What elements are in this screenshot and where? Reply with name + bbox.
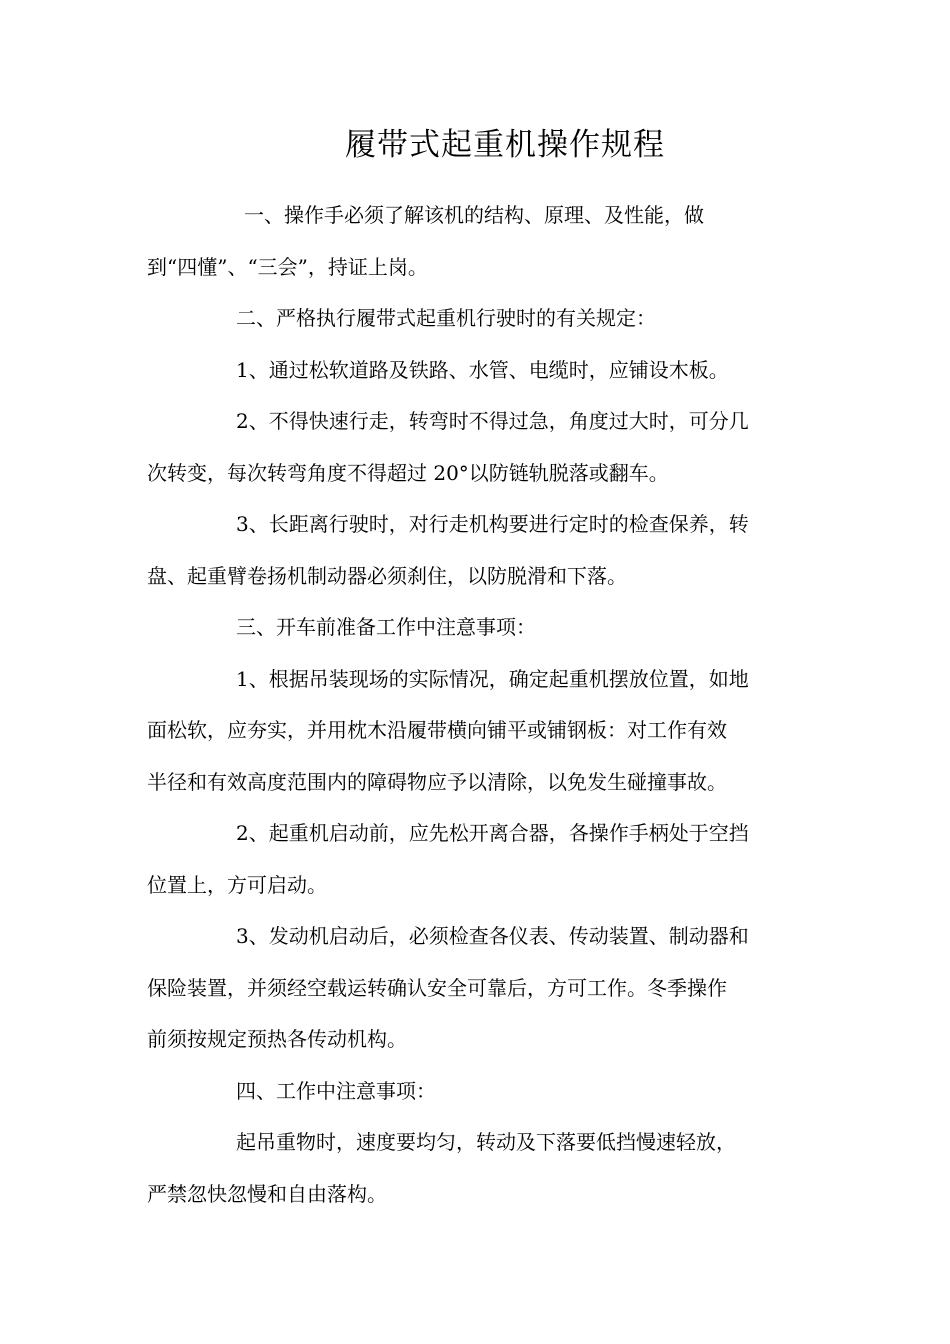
paragraph-line: 2、不得快速行走，转弯时不得过急，角度过大时，可分几: [236, 409, 749, 433]
paragraph-line: 3、发动机启动后，必须检查各仪表、传动装置、制动器和: [236, 924, 749, 948]
paragraph-line: 严禁忽快忽慢和自由落构。: [147, 1182, 387, 1206]
paragraph-line: 到“四懂”、“三会”，持证上岗。: [147, 255, 428, 279]
paragraph-line: 保险装置，并须经空载运转确认安全可靠后，方可工作。冬季操作: [147, 976, 727, 1000]
section-heading: 二、严格执行履带式起重机行驶时的有关规定：: [236, 306, 656, 330]
paragraph-line: 2、起重机启动前，应先松开离合器，各操作手柄处于空挡: [236, 821, 749, 845]
paragraph-line: 面松软，应夯实，并用枕木沿履带横向铺平或铺钢板：对工作有效: [147, 718, 727, 742]
section-heading: 四、工作中注意事项：: [236, 1079, 436, 1103]
paragraph-line: 前须按规定预热各传动机构。: [147, 1027, 407, 1051]
section-heading: 三、开车前准备工作中注意事项：: [236, 615, 536, 639]
paragraph-line: 次转变，每次转弯角度不得超过 20°以防链轨脱落或翻车。: [147, 461, 669, 485]
document-title: 履带式起重机操作规程: [345, 127, 665, 163]
paragraph-line: 位置上，方可启动。: [147, 873, 327, 897]
paragraph-line: 起吊重物时，速度要均匀，转动及下落要低挡慢速轻放，: [236, 1130, 736, 1154]
paragraph-line: 1、根据吊装现场的实际情况，确定起重机摆放位置，如地: [236, 667, 749, 691]
paragraph-line: 半径和有效高度范围内的障碍物应予以清除，以免发生碰撞事故。: [147, 770, 727, 794]
paragraph-line: 1、通过松软道路及铁路、水管、电缆时，应铺设木板。: [236, 358, 729, 382]
paragraph-line: 一、操作手必须了解该机的结构、原理、及性能，做: [244, 203, 704, 227]
paragraph-line: 3、长距离行驶时，对行走机构要进行定时的检查保养，转: [236, 512, 749, 536]
paragraph-line: 盘、起重臂卷扬机制动器必须刹住，以防脱滑和下落。: [147, 564, 627, 588]
